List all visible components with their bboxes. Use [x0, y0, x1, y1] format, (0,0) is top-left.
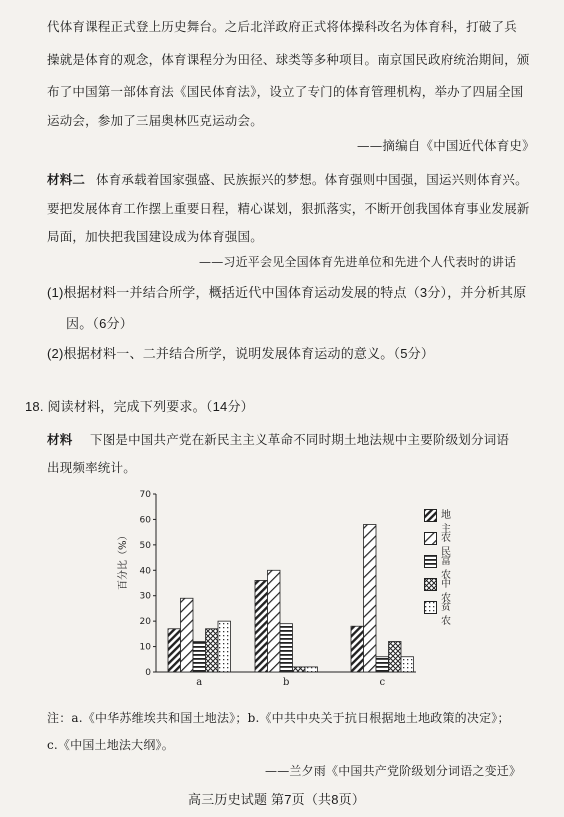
- legend-swatch-rich-peasant: [424, 555, 437, 568]
- legend-swatch-middle-peasant: [424, 578, 437, 591]
- bar-c-series-3: [389, 641, 402, 672]
- bar-c-series-4: [401, 657, 414, 672]
- question-1a: (1)根据材料一并结合所学，概括近代中国体育运动发展的特点（3分），并分析其原: [47, 285, 527, 300]
- y-axis-label: 百分比（%）: [118, 530, 129, 590]
- material1-line4: 运动会，参加了三届奥林匹克运动会。: [47, 113, 263, 128]
- question-2: (2)根据材料一、二并结合所学，说明发展体育运动的意义。（5分）: [47, 346, 435, 361]
- notes-line1: 注：a.《中华苏维埃共和国土地法》；b.《中共中央关于抗日根据地土地政策的决定》；: [47, 711, 510, 725]
- bar-b-series-1: [268, 570, 281, 672]
- x-tick-label-a: a: [196, 677, 203, 688]
- material2-line1: 体育承载着国家强盛、民族振兴的梦想。体育强则中国强，国运兴则体育兴。: [96, 172, 528, 187]
- y-tick-label: 20: [139, 617, 151, 628]
- question-18-title: 18. 阅读材料，完成下列要求。（14分）: [25, 399, 254, 414]
- legend-swatch-landlord: [424, 509, 437, 522]
- material2-line2: 要把发展体育工作摆上重要日程，精心谋划，狠抓落实，不断开创我国体育事业发展新: [47, 201, 530, 216]
- bar-b-series-3: [293, 667, 306, 672]
- legend-label-landlord: 地主: [441, 510, 451, 535]
- legend-swatch-peasant: [424, 532, 437, 545]
- question-18-line2: 出现频率统计。: [47, 460, 136, 475]
- y-tick-label: 50: [139, 540, 151, 551]
- material1-line1: 代体育课程正式登上历史舞台。之后北洋政府正式将体操科改名为体育科，打破了兵: [47, 19, 517, 34]
- notes-line2: c.《中国土地法大纲》。: [47, 738, 174, 752]
- x-tick-label-c: c: [379, 677, 386, 688]
- legend-label-middle-peasant: 中农: [441, 579, 451, 604]
- question-18-line1: 下图是中国共产党在新民主主义革命不同时期土地法规中主要阶级划分词语: [90, 432, 510, 447]
- y-tick-label: 60: [139, 515, 151, 526]
- bar-a-series-1: [181, 598, 194, 672]
- material1-source: ——摘编自《中国近代体育史》: [357, 138, 535, 153]
- legend-swatch-poor-peasant: [424, 601, 437, 614]
- material2-label: 材料二: [47, 172, 86, 187]
- legend-label-rich-peasant: 富农: [441, 556, 451, 581]
- bar-b-series-4: [305, 667, 318, 672]
- legend-label-peasant: 农民: [441, 533, 451, 558]
- bar-c-series-2: [376, 657, 389, 672]
- bar-a-series-4: [218, 621, 231, 672]
- page-footer: 高三历史试题 第7页（共8页）: [188, 792, 366, 807]
- bar-a-series-0: [168, 629, 181, 672]
- y-tick-label: 10: [139, 642, 151, 653]
- material1-line3: 布了中国第一部体育法《国民体育法》，设立了专门的体育管理机构，举办了四届全国: [47, 84, 524, 99]
- material1-line2: 操就是体育的观念，体育课程分为田径、球类等多种项目。南京国民政府统治期间，颁: [47, 52, 530, 67]
- bar-b-series-2: [280, 624, 293, 672]
- notes-source: ——兰夕雨《中国共产党阶级划分词语之变迁》: [265, 764, 522, 778]
- material2-line3: 局面，加快把我国建设成为体育强国。: [47, 229, 263, 244]
- y-tick-label: 70: [139, 490, 151, 500]
- y-tick-label: 0: [145, 668, 151, 678]
- bar-b-series-0: [255, 580, 268, 672]
- bar-a-series-2: [193, 641, 206, 672]
- x-tick-label-b: b: [283, 677, 290, 688]
- bar-chart: [118, 486, 418, 692]
- y-tick-label: 30: [139, 591, 151, 602]
- y-tick-label: 40: [139, 566, 151, 577]
- question-1b: 因。（6分）: [66, 316, 133, 331]
- legend-label-poor-peasant: 贫农: [441, 602, 451, 627]
- question-18-material-label: 材料: [47, 432, 73, 447]
- bar-c-series-1: [364, 525, 377, 672]
- bar-c-series-0: [351, 626, 364, 672]
- material2-source: ——习近平会见全国体育先进单位和先进个人代表时的讲话: [199, 255, 517, 269]
- bar-a-series-3: [206, 629, 219, 672]
